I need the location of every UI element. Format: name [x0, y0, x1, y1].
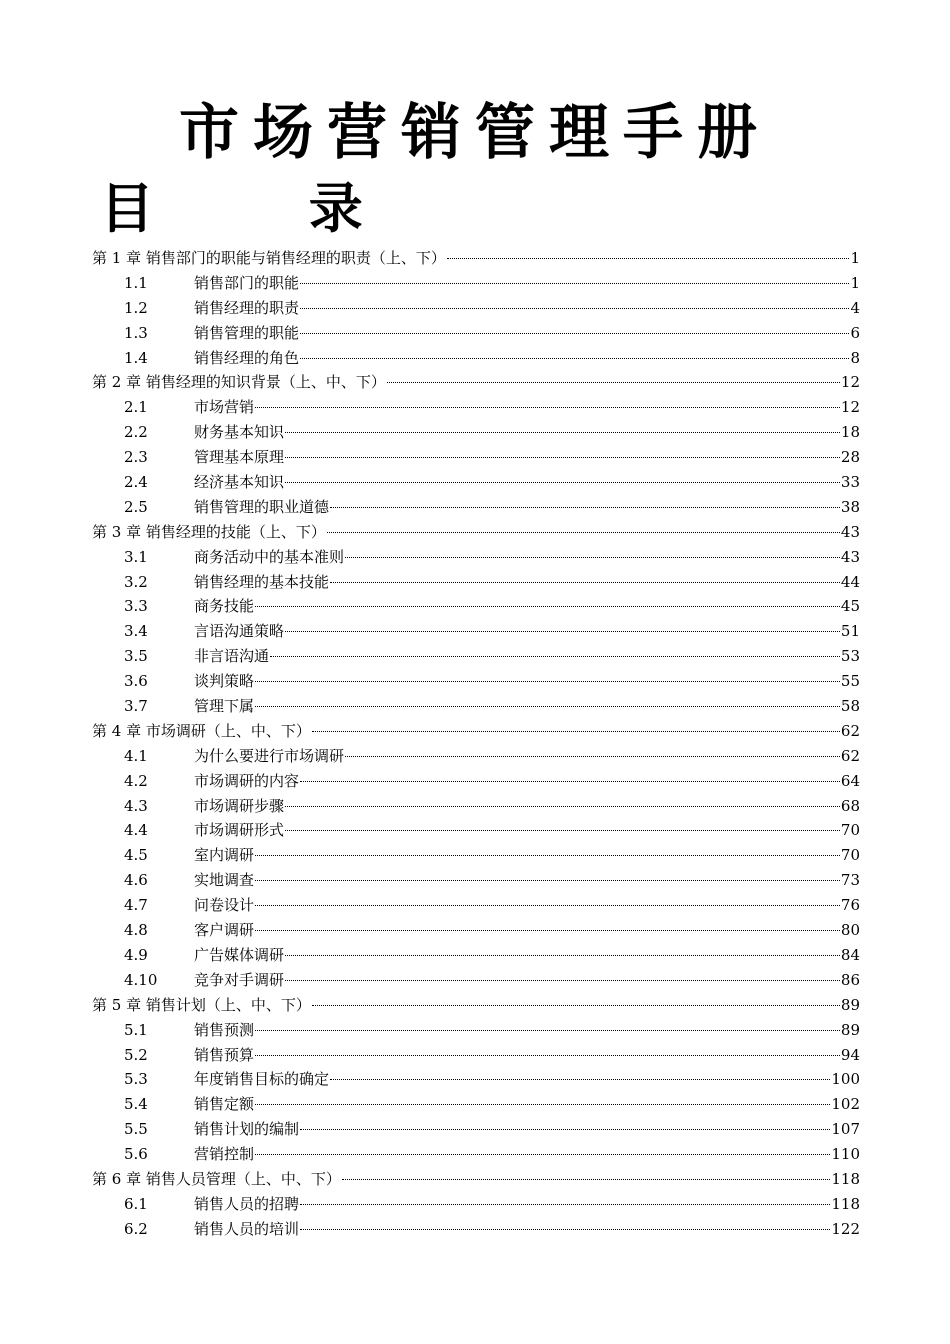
toc-entry-label: 市场营销: [194, 398, 255, 417]
toc-entry-label: 市场调研形式: [194, 821, 285, 840]
toc-dot-leader: [285, 955, 840, 956]
toc-entry-number: 1.2: [124, 298, 148, 317]
toc-entry-label: 市场调研步骤: [194, 796, 285, 815]
toc-page-number: 38: [840, 497, 860, 516]
toc-dot-leader: [300, 333, 849, 334]
toc-section-entry[interactable]: [92, 1092, 860, 1117]
toc-entry-number: 5.3: [124, 1070, 148, 1089]
toc-entry-number: 3.4: [124, 622, 148, 641]
toc-section-entry[interactable]: [92, 271, 860, 296]
toc-page-number: 102: [831, 1095, 860, 1114]
toc-entry-label: 广告媒体调研: [194, 945, 285, 964]
toc-dot-leader: [345, 557, 840, 558]
toc-page-number: 4: [850, 298, 860, 317]
toc-page-number: 94: [840, 1045, 860, 1064]
toc-dot-leader: [255, 1055, 840, 1056]
toc-section-entry[interactable]: [92, 943, 860, 968]
toc-section-entry[interactable]: [92, 968, 860, 993]
toc-page-number: 70: [840, 821, 860, 840]
toc-page-number: 33: [840, 473, 860, 492]
toc-dot-leader: [300, 308, 849, 309]
toc-entry-label: 销售经理的角色: [194, 348, 300, 367]
toc-dot-leader: [342, 1179, 831, 1180]
toc-section-entry[interactable]: [92, 1018, 860, 1043]
toc-dot-leader: [300, 283, 849, 284]
toc-section-entry[interactable]: [92, 1142, 860, 1167]
toc-page-number: 68: [840, 796, 860, 815]
toc-section-entry[interactable]: [92, 495, 860, 520]
toc-dot-leader: [300, 358, 849, 359]
toc-page-number: 8: [850, 348, 860, 367]
toc-entry-number: 3.2: [124, 572, 148, 591]
toc-entry-number: 2.1: [124, 398, 148, 417]
toc-chapter-entry[interactable]: [92, 993, 860, 1018]
toc-entry-label: 第 2 章 销售经理的知识背景（上、中、下）: [92, 373, 386, 392]
toc-dot-leader: [330, 507, 840, 508]
toc-dot-leader: [255, 681, 840, 682]
toc-section-entry[interactable]: [92, 769, 860, 794]
toc-dot-leader: [285, 980, 840, 981]
toc-page-number: 76: [840, 896, 860, 915]
toc-page-number: 100: [831, 1070, 860, 1089]
toc-section-entry[interactable]: [92, 619, 860, 644]
toc-dot-leader: [327, 532, 840, 533]
toc-page-number: 62: [840, 721, 860, 740]
toc-dot-leader: [387, 382, 840, 383]
toc-chapter-entry[interactable]: [92, 1167, 860, 1192]
toc-entry-label: 室内调研: [194, 846, 255, 865]
toc-entry-label: 第 5 章 销售计划（上、中、下）: [92, 995, 311, 1014]
toc-page-number: 122: [831, 1219, 860, 1238]
toc-page-number: 28: [840, 448, 860, 467]
toc-entry-number: 4.1: [124, 746, 148, 765]
toc-section-entry[interactable]: [92, 296, 860, 321]
toc-section-entry[interactable]: [92, 794, 860, 819]
toc-page-number: 58: [840, 697, 860, 716]
toc-entry-label: 经济基本知识: [194, 473, 285, 492]
toc-entry-label: 非言语沟通: [194, 647, 270, 666]
toc-dot-leader: [255, 407, 840, 408]
toc-entry-number: 3.7: [124, 697, 148, 716]
toc-page-number: 51: [840, 622, 860, 641]
toc-entry-number: 3.1: [124, 547, 148, 566]
toc-entry-label: 问卷设计: [194, 896, 255, 915]
toc-page-number: 73: [840, 871, 860, 890]
toc-entry-label: 销售管理的职业道德: [194, 497, 330, 516]
toc-page-number: 62: [840, 746, 860, 765]
toc-entry-number: 1.1: [124, 273, 148, 292]
toc-entry-label: 为什么要进行市场调研: [194, 746, 345, 765]
toc-section-entry[interactable]: [92, 694, 860, 719]
toc-dot-leader: [312, 1005, 840, 1006]
toc-entry-number: 3.3: [124, 597, 148, 616]
toc-section-entry[interactable]: [92, 1217, 860, 1242]
toc-entry-label: 商务技能: [194, 597, 255, 616]
toc-page-number: 118: [831, 1194, 860, 1213]
toc-entry-label: 营销控制: [194, 1145, 255, 1164]
toc-section-entry[interactable]: [92, 470, 860, 495]
toc-section-entry[interactable]: [92, 346, 860, 371]
toc-entry-label: 销售管理的职能: [194, 323, 300, 342]
toc-entry-label: 谈判策略: [194, 672, 255, 691]
toc-entry-label: 管理基本原理: [194, 448, 285, 467]
toc-entry-label: 言语沟通策略: [194, 622, 285, 641]
toc-entry-label: 管理下属: [194, 697, 255, 716]
toc-page-number: 6: [850, 323, 860, 342]
toc-page-number: 1: [850, 273, 860, 292]
toc-page-number: 1: [850, 249, 860, 267]
toc-section-entry[interactable]: [92, 445, 860, 470]
toc-dot-leader: [345, 756, 840, 757]
toc-page-number: 45: [840, 597, 860, 616]
toc-entry-number: 4.2: [124, 771, 148, 790]
toc-section-entry[interactable]: [92, 395, 860, 420]
table-of-contents: [92, 246, 860, 1242]
toc-entry-number: 5.6: [124, 1145, 148, 1164]
toc-dot-leader: [255, 905, 840, 906]
toc-entry-number: 3.6: [124, 672, 148, 691]
toc-entry-number: 4.6: [124, 871, 148, 890]
toc-dot-leader: [255, 855, 840, 856]
toc-entry-label: 第 4 章 市场调研（上、中、下）: [92, 721, 311, 740]
toc-section-entry[interactable]: [92, 644, 860, 669]
toc-entry-number: 3.5: [124, 647, 148, 666]
toc-entry-label: 销售预算: [194, 1045, 255, 1064]
toc-dot-leader: [285, 631, 840, 632]
toc-dot-leader: [255, 1030, 840, 1031]
toc-page-number: 43: [840, 547, 860, 566]
toc-entry-label: 实地调查: [194, 871, 255, 890]
toc-chapter-entry[interactable]: [92, 246, 860, 271]
toc-page-number: 43: [840, 522, 860, 541]
toc-section-entry[interactable]: [92, 570, 860, 595]
toc-entry-label: 客户调研: [194, 921, 255, 940]
toc-entry-number: 5.2: [124, 1045, 148, 1064]
toc-section-entry[interactable]: [92, 545, 860, 570]
toc-page-number: 64: [840, 771, 860, 790]
toc-dot-leader: [330, 582, 840, 583]
toc-dot-leader: [255, 1104, 830, 1105]
toc-entry-label: 销售经理的基本技能: [194, 572, 330, 591]
toc-page-number: 84: [840, 945, 860, 964]
toc-entry-label: 销售人员的招聘: [194, 1194, 300, 1213]
toc-entry-label: 第 6 章 销售人员管理（上、中、下）: [92, 1169, 341, 1188]
toc-entry-label: 竞争对手调研: [194, 970, 285, 989]
toc-dot-leader: [285, 830, 840, 831]
toc-entry-label: 第 1 章 销售部门的职能与销售经理的职责（上、下）: [92, 249, 446, 267]
toc-entry-number: 5.5: [124, 1120, 148, 1139]
toc-entry-label: 销售经理的职责: [194, 298, 300, 317]
toc-dot-leader: [285, 806, 840, 807]
toc-dot-leader: [270, 656, 840, 657]
toc-dot-leader: [255, 1154, 830, 1155]
toc-section-entry[interactable]: [92, 1067, 860, 1092]
toc-dot-leader: [255, 606, 840, 607]
toc-entry-label: 销售人员的培训: [194, 1219, 300, 1238]
toc-entry-number: 6.2: [124, 1219, 148, 1238]
toc-page-number: 89: [840, 995, 860, 1014]
toc-entry-number: 4.9: [124, 945, 148, 964]
toc-entry-number: 4.4: [124, 821, 148, 840]
toc-entry-label: 市场调研的内容: [194, 771, 300, 790]
toc-section-entry[interactable]: [92, 1117, 860, 1142]
toc-dot-leader: [255, 706, 840, 707]
toc-dot-leader: [285, 432, 840, 433]
toc-section-entry[interactable]: [92, 868, 860, 893]
toc-page-number: 89: [840, 1020, 860, 1039]
toc-entry-number: 1.3: [124, 323, 148, 342]
toc-entry-label: 销售计划的编制: [194, 1120, 300, 1139]
toc-page-number: 12: [840, 373, 860, 392]
toc-entry-label: 销售定额: [194, 1095, 255, 1114]
toc-entry-number: 2.3: [124, 448, 148, 467]
toc-section-entry[interactable]: [92, 893, 860, 918]
toc-section-entry[interactable]: [92, 843, 860, 868]
toc-page-number: 80: [840, 921, 860, 940]
toc-entry-label: 销售部门的职能: [194, 273, 300, 292]
toc-page-number: 107: [831, 1120, 860, 1139]
toc-entry-number: 5.4: [124, 1095, 148, 1114]
toc-section-entry[interactable]: [92, 918, 860, 943]
toc-entry-number: 4.10: [124, 970, 158, 989]
toc-entry-label: 商务活动中的基本准则: [194, 547, 345, 566]
toc-page-number: 12: [840, 398, 860, 417]
toc-dot-leader: [285, 482, 840, 483]
toc-entry-number: 4.3: [124, 796, 148, 815]
toc-page-number: 110: [831, 1145, 860, 1164]
toc-section-entry[interactable]: [92, 420, 860, 445]
toc-entry-number: 6.1: [124, 1194, 148, 1213]
toc-entry-number: 4.5: [124, 846, 148, 865]
toc-page-number: 44: [840, 572, 860, 591]
toc-dot-leader: [255, 880, 840, 881]
toc-chapter-entry[interactable]: [92, 520, 860, 545]
toc-entry-label: 年度销售目标的确定: [194, 1070, 330, 1089]
toc-dot-leader: [300, 1204, 830, 1205]
toc-section-entry[interactable]: [92, 1043, 860, 1068]
toc-page-number: 53: [840, 647, 860, 666]
document-title: 市场营销管理手册: [179, 98, 771, 168]
toc-entry-number: 2.2: [124, 423, 148, 442]
toc-heading: 目 录: [100, 176, 431, 240]
toc-section-entry[interactable]: [92, 669, 860, 694]
toc-page-number: 118: [831, 1169, 860, 1188]
toc-entry-number: 2.5: [124, 497, 148, 516]
toc-entry-label: 销售预测: [194, 1020, 255, 1039]
toc-entry-number: 2.4: [124, 473, 148, 492]
toc-section-entry[interactable]: [92, 818, 860, 843]
toc-page-number: 18: [840, 423, 860, 442]
toc-dot-leader: [330, 1079, 830, 1080]
toc-dot-leader: [255, 930, 840, 931]
toc-entry-number: 1.4: [124, 348, 148, 367]
toc-section-entry[interactable]: [92, 594, 860, 619]
toc-chapter-entry[interactable]: [92, 370, 860, 395]
toc-section-entry[interactable]: [92, 1192, 860, 1217]
toc-dot-leader: [285, 457, 840, 458]
toc-dot-leader: [312, 731, 840, 732]
toc-dot-leader: [300, 1229, 830, 1230]
toc-entry-number: 4.8: [124, 921, 148, 940]
toc-section-entry[interactable]: [92, 321, 860, 346]
toc-entry-label: 第 3 章 销售经理的技能（上、下）: [92, 522, 326, 541]
toc-entry-number: 4.7: [124, 896, 148, 915]
toc-page-number: 70: [840, 846, 860, 865]
toc-chapter-entry[interactable]: [92, 719, 860, 744]
toc-entry-label: 财务基本知识: [194, 423, 285, 442]
toc-dot-leader: [300, 1129, 830, 1130]
toc-entry-number: 5.1: [124, 1020, 148, 1039]
toc-page-number: 86: [840, 970, 860, 989]
toc-dot-leader: [300, 781, 840, 782]
toc-page-number: 55: [840, 672, 860, 691]
toc-section-entry[interactable]: [92, 744, 860, 769]
toc-dot-leader: [447, 258, 850, 259]
